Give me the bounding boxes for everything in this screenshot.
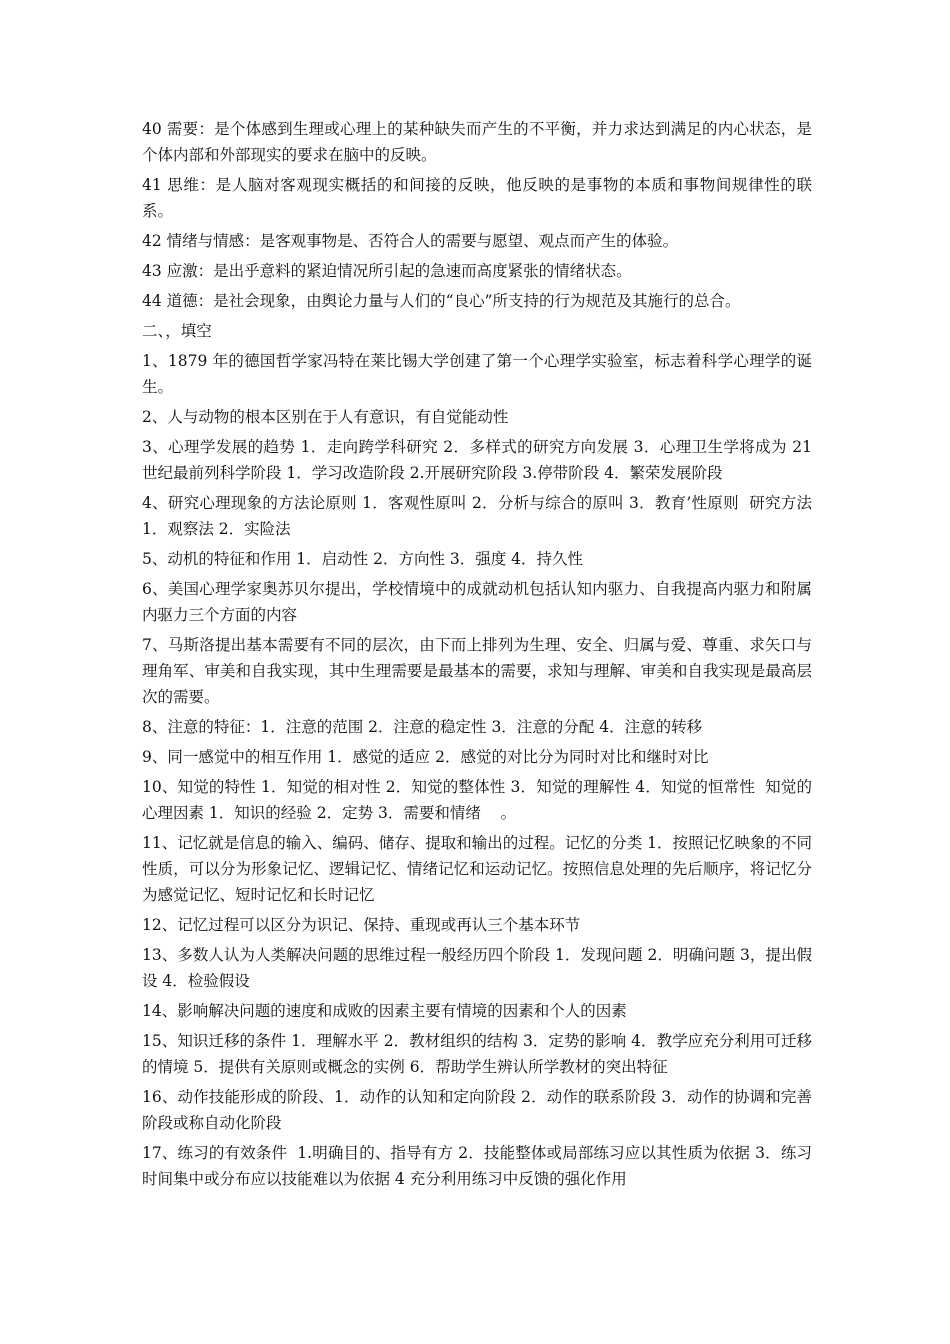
- fill-item-14: 14、影响解决问题的速度和成败的因素主要有情境的因素和个人的因素: [142, 1002, 627, 1020]
- fill-item-7: 7、马斯洛提出基本需要有不同的层次，由下而上排列为生理、安全、归属与爱、尊重、求矢口与理角军、审美和自我实现，其中生理需要是最基本的需要，求知与理解、审美和自我实现是最高层次的需要。: [142, 636, 812, 706]
- paragraph-44-morality: 44 道德：是社会现象，由舆论力量与人们的“良心”所支持的行为规范及其施行的总合。: [142, 292, 741, 310]
- paragraph-40-need: 40 需要：是个体感到生理或心理上的某种缺失而产生的不平衡，并力求达到满足的内心状态，是个体内部和外部现实的要求在脑中的反映。: [142, 120, 812, 164]
- fill-item-2: 2、人与动物的根本区别在于人有意识，有自觉能动性: [142, 408, 509, 426]
- fill-item-4: 4、研究心理现象的方法论原则 1．客观性原叫 2．分析与综合的原叫 3．教育’性原则 研究方法 1．观察法 2．实险法: [142, 494, 817, 538]
- fill-item-10: 10、知觉的特性 1．知觉的相对性 2．知觉的整体性 3．知觉的理解性 4．知觉的恒常性 知觉的心理因素 1．知识的经验 2．定势 3．需要和情绪 。: [142, 778, 812, 822]
- fill-item-9: 9、同一感觉中的相互作用 1．感觉的适应 2．感觉的对比分为同时对比和继时对比: [142, 748, 709, 766]
- fill-item-12: 12、记忆过程可以区分为识记、保持、重现或再认三个基本环节: [142, 916, 581, 934]
- fill-item-1: 1、1879 年的德国哲学家冯特在莱比锡大学创建了第一个心理学实验室，标志着科学心理学的诞生。: [142, 352, 812, 396]
- fill-item-3: 3、心理学发展的趋势 1．走向跨学科研究 2．多样式的研究方向发展 3．心理卫生学将成为 21 世纪最前列科学阶段 1．学习改造阶段 2.开展研究阶段 3.停带阶段 4．繁荣发展阶段: [142, 438, 817, 482]
- fill-item-5: 5、动机的特征和作用 1．启动性 2．方向性 3．强度 4．持久性: [142, 550, 584, 568]
- paragraph-42-emotion: 42 情绪与情感：是客观事物是、否符合人的需要与愿望、观点而产生的体验。: [142, 232, 679, 250]
- fill-item-6: 6、美国心理学家奥苏贝尔提出，学校情境中的成就动机包括认知内驱力、自我提高内驱力和附属内驱力三个方面的内容: [142, 580, 812, 624]
- fill-item-15: 15、知识迁移的条件 1．理解水平 2．教材组织的结构 3．定势的影响 4．教学应充分利用可迁移的情境 5．提供有关原则或概念的实例 6．帮助学生辨认所学教材的突出特征: [142, 1032, 812, 1076]
- fill-item-11: 11、记忆就是信息的输入、编码、储存、提取和输出的过程。记忆的分类 1．按照记忆映象的不同性质，可以分为形象记忆、逻辑记忆、情绪记忆和运动记忆。按照信息处理的先后顺序，将记忆分为感觉记忆、短时记忆和长时记忆: [142, 834, 813, 904]
- fill-item-16: 16、动作技能形成的阶段、1．动作的认知和定向阶段 2．动作的联系阶段 3．动作的协调和完善阶段或称自动化阶段: [142, 1088, 812, 1132]
- document-body: [142, 116, 817, 1196]
- fill-item-8: 8、注意的特征：1．注意的范围 2．注意的稳定性 3．注意的分配 4．注意的转移: [142, 718, 703, 736]
- fill-item-13: 13、多数人认为人类解决问题的思维过程一般经历四个阶段 1．发现问题 2．明确问题 3，提出假设 4．检验假设: [142, 946, 812, 990]
- section-heading-fill-in: 二、，填空: [142, 322, 212, 340]
- paragraph-41-thinking: 41 思维：是人脑对客观现实概括的和间接的反映，他反映的是事物的本质和事物间规律性的联系。: [142, 176, 812, 220]
- fill-item-17: 17、练习的有效条件 1.明确目的、指导有方 2．技能整体或局部练习应以其性质为依据 3．练习时间集中或分布应以技能难以为依据 4 充分利用练习中反馈的强化作用: [142, 1144, 812, 1188]
- paragraph-43-stress: 43 应激：是出乎意料的紧迫情况所引起的急速而高度紧张的情绪状态。: [142, 262, 632, 280]
